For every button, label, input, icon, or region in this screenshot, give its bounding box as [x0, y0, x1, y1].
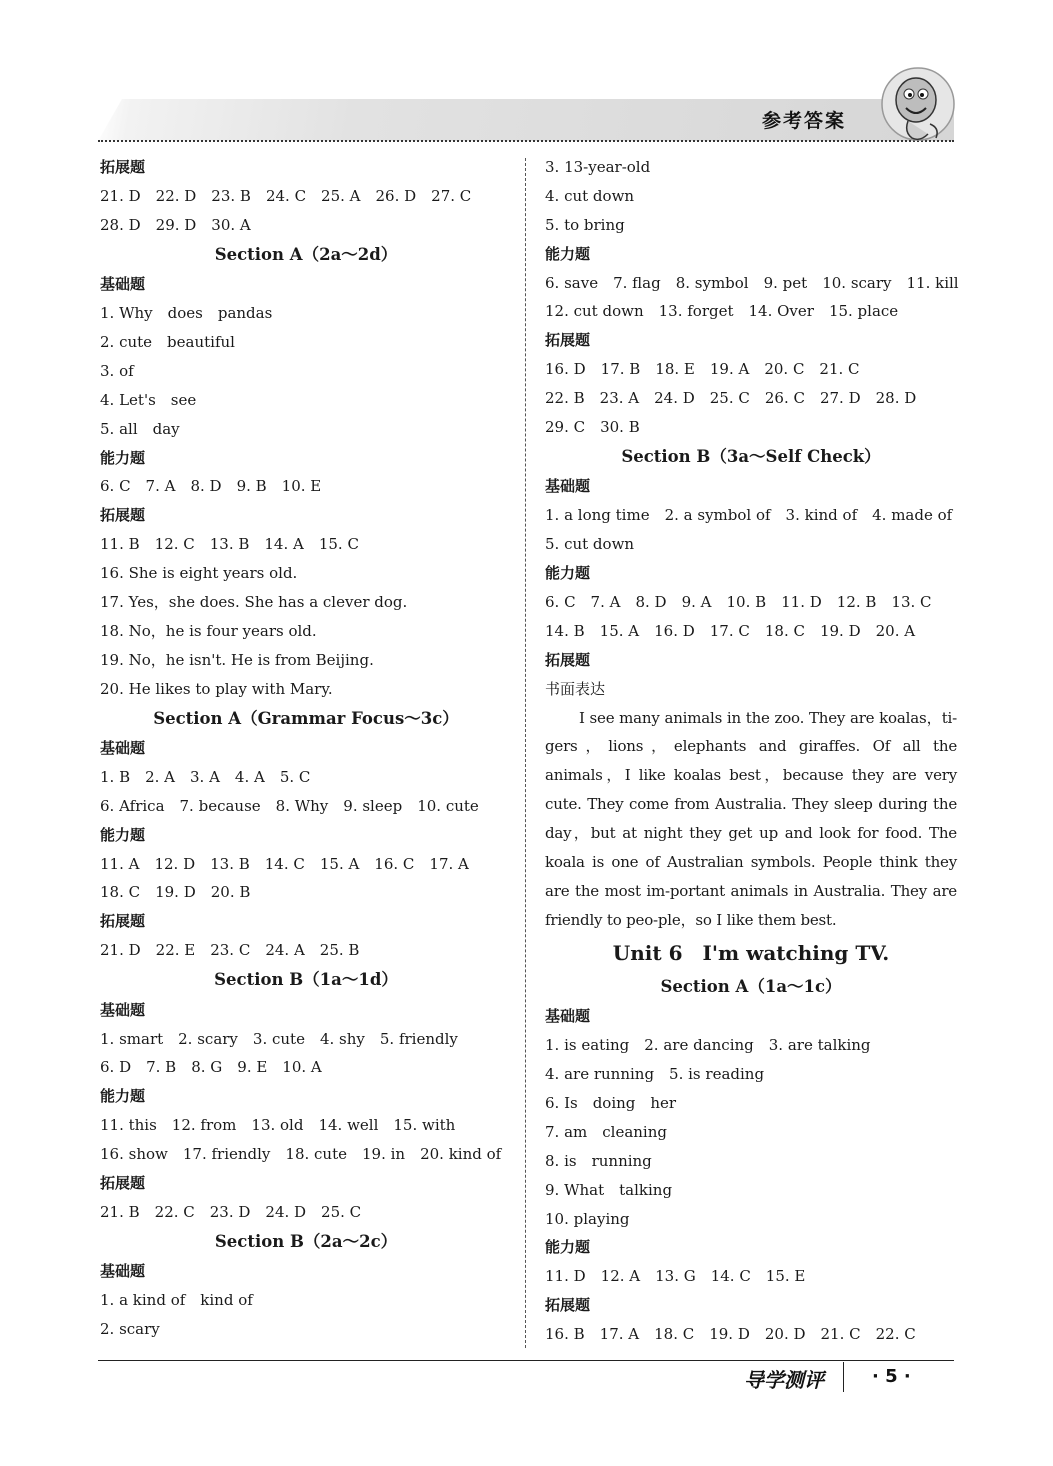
answer-line: 18. No，he is four years old.: [100, 621, 317, 640]
answer-line: 1. a long time 2. a symbol of 3. kind of 4. made of: [545, 506, 953, 525]
section-heading: Section B（3a～Self Check）: [621, 446, 881, 466]
answer-line: 22. B 23. A 24. D 25. C 26. C 27. D 28. D: [545, 389, 917, 408]
header-dotted-rule: [98, 140, 954, 142]
section-heading: Section A（2a～2d）: [214, 244, 398, 264]
answer-line: 3. 13-year-old: [545, 158, 651, 176]
answer-line: 16. show 17. friendly 18. cute 19. in 20. kind of: [100, 1145, 502, 1164]
section-label: 拓展题: [545, 650, 591, 669]
answer-line: 3. of: [100, 361, 134, 380]
footer-rule: [98, 1360, 954, 1361]
answer-line: 1. a kind of kind of: [100, 1291, 253, 1310]
answer-line: 21. B 22. C 23. D 24. D 25. C: [100, 1202, 362, 1221]
answer-line: 2. cute beautiful: [100, 332, 235, 351]
page-number: · 5 ·: [872, 1366, 911, 1387]
answer-line: 16. D 17. B 18. E 19. A 20. C 21. C: [545, 360, 860, 379]
section-heading: Section A（Grammar Focus～3c）: [153, 708, 459, 728]
section-label: 基础题: [100, 1262, 146, 1281]
answer-line: 18. C 19. D 20. B: [100, 883, 251, 902]
answer-line: 6. C 7. A 8. D 9. B 10. E: [100, 477, 322, 496]
answer-line: 10. playing: [545, 1209, 630, 1228]
answer-line: 7. am cleaning: [545, 1122, 667, 1141]
answer-line: 16. She is eight years old.: [100, 564, 298, 583]
section-label: 拓展题: [100, 158, 146, 176]
unit-title: Unit 6 I'm watching TV.: [612, 940, 890, 965]
section-label: 拓展题: [545, 331, 591, 350]
answer-line: 4. cut down: [545, 186, 635, 205]
mascot-icon: [878, 66, 956, 146]
section-heading: Section B（2a～2c）: [214, 1231, 398, 1251]
answer-line: 4. are running 5. is reading: [545, 1065, 765, 1084]
section-label: 基础题: [100, 739, 146, 758]
section-label: 拓展题: [100, 1174, 146, 1192]
answer-line: 21. D 22. D 23. B 24. C 25. A 26. D 27. C: [100, 186, 472, 205]
essay-paragraph: I see many animals in the zoo. They are koalas，ti-gers，lions，elephants and giraffes. Of all the animals，I like koalas best，because they are very cute. They come from Australia. They sleep during the day，but at night they get up and look for food. The koala is one of Australian symbols. People think they are the most im-portant animals in Australia. They are friendly to peo-ple，so I like them best.: [545, 708, 957, 929]
answer-line: 1. Why does pandas: [100, 304, 273, 323]
right-column: [545, 153, 957, 1349]
section-label: 能力题: [545, 564, 591, 583]
answer-line: 5. cut down: [545, 535, 635, 554]
section-label: 拓展题: [545, 1296, 591, 1315]
section-label: 拓展题: [100, 506, 146, 525]
answer-line: 20. He likes to play with Mary.: [100, 679, 333, 698]
answer-line: 2. scary: [100, 1320, 160, 1339]
footer-separator: [843, 1362, 844, 1392]
answer-line: 11. B 12. C 13. B 14. A 15. C: [100, 535, 359, 554]
answer-line: 6. C 7. A 8. D 9. A 10. B 11. D 12. B 13. C: [545, 592, 932, 611]
answer-line: 1. is eating 2. are dancing 3. are talking: [545, 1036, 871, 1055]
section-label: 基础题: [100, 1000, 146, 1019]
left-column: [100, 153, 512, 1344]
answer-line: 29. C 30. B: [545, 418, 640, 437]
footer-brand: 导学测评: [744, 1368, 824, 1392]
page-title: 参考答案: [762, 110, 847, 132]
section-label: 拓展题: [100, 912, 146, 931]
answer-line: 1. smart 2. scary 3. cute 4. shy 5. friendly: [100, 1029, 458, 1048]
answer-line: 16. B 17. A 18. C 19. D 20. D 21. C 22. C: [545, 1325, 916, 1344]
answer-line: 11. D 12. A 13. G 14. C 15. E: [545, 1267, 806, 1286]
subsection-label: 书面表达: [545, 679, 606, 698]
section-label: 基础题: [100, 275, 146, 294]
answer-line: 8. is running: [545, 1151, 652, 1170]
answer-line: 17. Yes，she does. She has a clever dog.: [100, 592, 408, 611]
answer-line: 6. Africa 7. because 8. Why 9. sleep 10. cute: [100, 796, 479, 815]
section-label: 能力题: [545, 1238, 591, 1257]
answer-line: 11. this 12. from 13. old 14. well 15. with: [100, 1116, 456, 1135]
section-label: 能力题: [545, 244, 591, 263]
section-label: 能力题: [100, 1087, 146, 1106]
answer-line: 1. B 2. A 3. A 4. A 5. C: [100, 767, 311, 786]
answer-line: 6. Is doing her: [545, 1093, 677, 1112]
answer-line: 14. B 15. A 16. D 17. C 18. C 19. D 20. A: [545, 621, 916, 640]
answer-line: 11. A 12. D 13. B 14. C 15. A 16. C 17. A: [100, 854, 469, 873]
answer-line: 5. to bring: [545, 215, 625, 234]
section-label: 基础题: [545, 1007, 591, 1026]
answer-line: 19. No，he isn't. He is from Beijing.: [100, 650, 374, 669]
section-label: 能力题: [100, 825, 146, 844]
answer-line: 9. What talking: [545, 1180, 673, 1199]
section-heading: Section A（1a～1c）: [660, 976, 842, 996]
answer-line: 12. cut down 13. forget 14. Over 15. place: [545, 302, 899, 321]
answer-line: 4. Let's see: [100, 390, 197, 409]
section-label: 能力题: [100, 448, 146, 467]
answer-line: 6. save 7. flag 8. symbol 9. pet 10. scary 11. kill: [545, 273, 959, 292]
column-divider: [525, 158, 526, 1348]
section-label: 基础题: [545, 477, 591, 496]
answer-line: 21. D 22. E 23. C 24. A 25. B: [100, 941, 360, 960]
answer-line: 6. D 7. B 8. G 9. E 10. A: [100, 1058, 322, 1077]
answer-line: 28. D 29. D 30. A: [100, 215, 251, 234]
section-heading: Section B（1a～1d）: [214, 970, 398, 990]
answer-line: 5. all day: [100, 419, 180, 438]
